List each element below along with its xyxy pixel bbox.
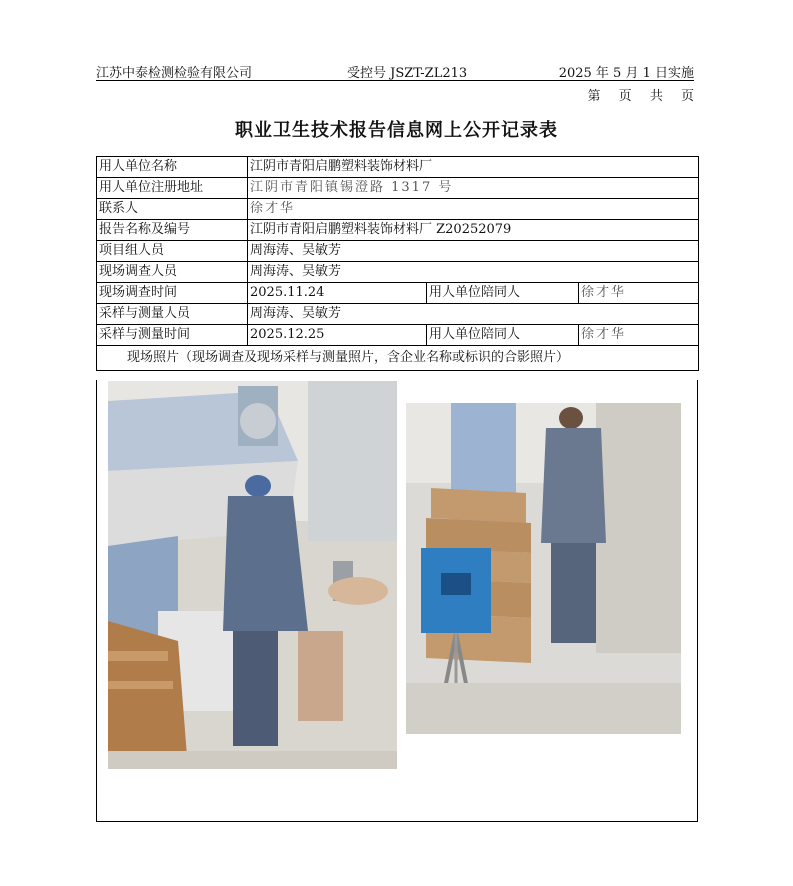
table-row — [97, 304, 699, 325]
site-survey-photo — [108, 381, 397, 769]
sampling-time-value: 2025.12.25 — [248, 325, 427, 346]
survey-escort-label: 用人单位陪同人 — [427, 283, 579, 304]
table-row — [97, 157, 699, 178]
report-value: 江阴市青阳启鹏塑料装饰材料厂 Z20252079 — [248, 220, 699, 241]
table-row — [97, 241, 699, 262]
team-label: 项目组人员 — [97, 241, 248, 262]
unit-address-label: 用人单位注册地址 — [97, 178, 248, 199]
table-row — [97, 346, 699, 371]
sampling-escort-label: 用人单位陪同人 — [427, 325, 579, 346]
page-di: 第 — [587, 89, 601, 104]
table-row — [97, 178, 699, 199]
sampling-time-label: 采样与测量时间 — [97, 325, 248, 346]
table-row — [97, 283, 699, 304]
unit-name-label: 用人单位名称 — [97, 157, 248, 178]
header-effective-date: 2025 年 5 月 1 日实施 — [558, 66, 694, 81]
unit-name-value: 江阴市青阳启鹏塑料装饰材料厂 — [248, 157, 699, 178]
document-header — [96, 62, 694, 81]
photo-caption: 现场照片（现场调查及现场采样与测量照片，含企业名称或标识的合影照片） — [97, 346, 699, 371]
table-row — [97, 262, 699, 283]
photo-section — [96, 380, 698, 822]
unit-address-value: 江阴市青阳镇锡澄路 1317 号 — [248, 178, 699, 199]
page-ye: 页 — [618, 89, 632, 104]
header-company: 江苏中泰检测检验有限公司 — [96, 66, 253, 81]
sampling-escort-value: 徐才华 — [579, 325, 699, 346]
survey-staff-value: 周海涛、吴敏芳 — [248, 262, 699, 283]
header-control-number: 受控号 JSZT-ZL213 — [347, 66, 468, 81]
table-row — [97, 199, 699, 220]
survey-staff-label: 现场调查人员 — [97, 262, 248, 283]
survey-time-value: 2025.11.24 — [248, 283, 427, 304]
page-ye-total: 页 — [680, 89, 694, 104]
report-label: 报告名称及编号 — [97, 220, 248, 241]
record-table — [96, 156, 699, 371]
survey-escort-value: 徐才华 — [579, 283, 699, 304]
table-row — [97, 325, 699, 346]
sampling-staff-value: 周海涛、吴敏芳 — [248, 304, 699, 325]
survey-time-label: 现场调查时间 — [97, 283, 248, 304]
page-counter — [574, 85, 694, 104]
sampling-photo — [406, 403, 681, 734]
table-row — [97, 220, 699, 241]
page-title: 职业卫生技术报告信息网上公开记录表 — [235, 120, 558, 141]
sampling-staff-label: 采样与测量人员 — [97, 304, 248, 325]
page-gong: 共 — [649, 89, 663, 104]
contact-value: 徐才华 — [248, 199, 699, 220]
contact-label: 联系人 — [97, 199, 248, 220]
team-value: 周海涛、吴敏芳 — [248, 241, 699, 262]
